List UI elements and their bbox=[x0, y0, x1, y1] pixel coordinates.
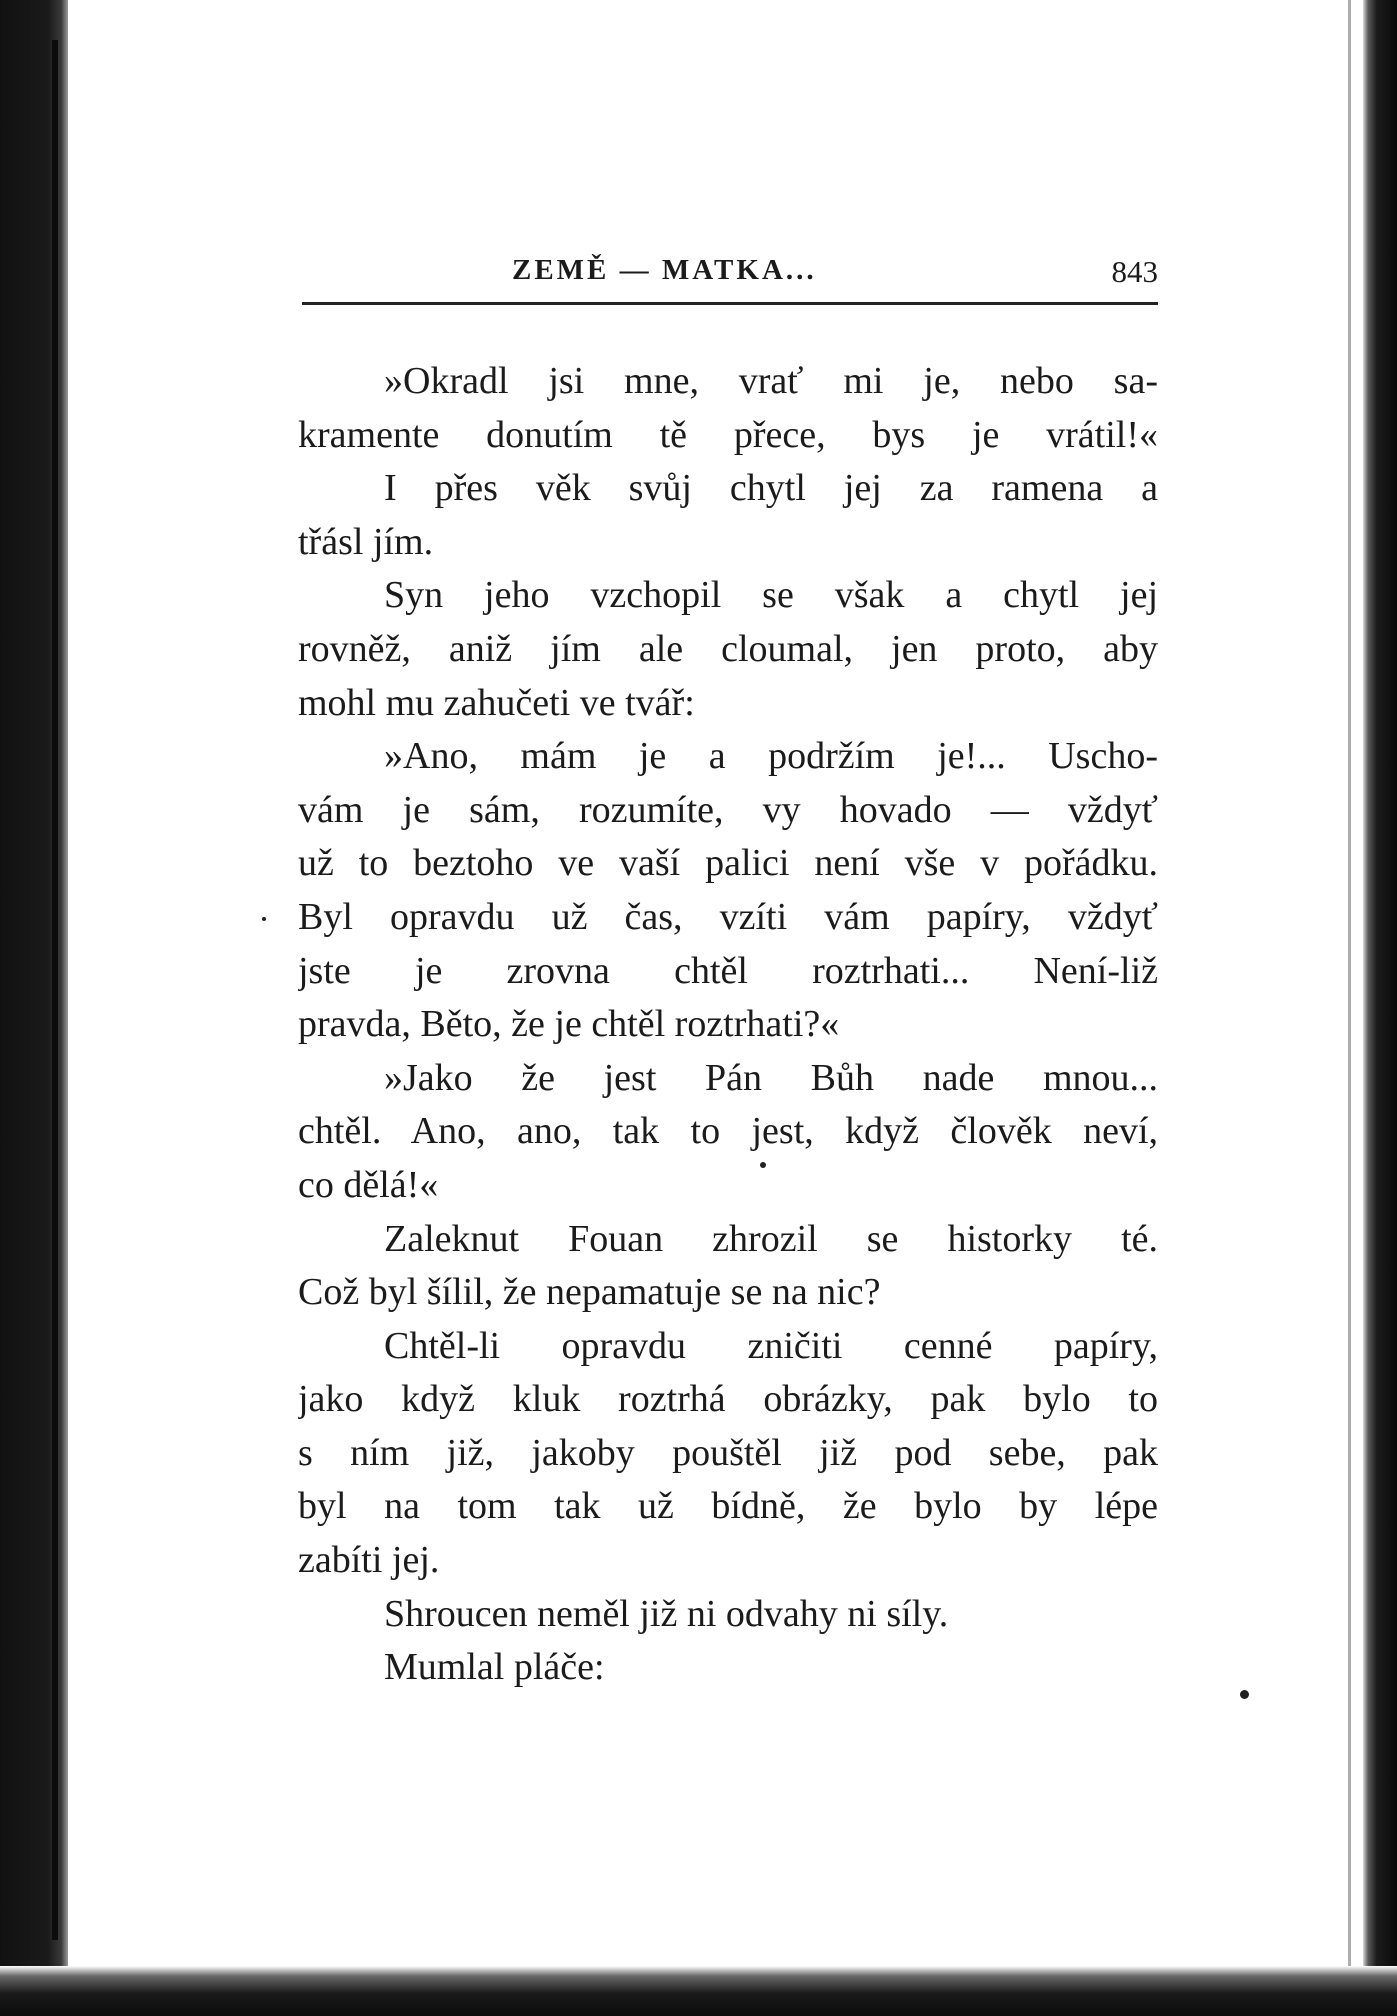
text-line: Chtěl-li opravdu zničiti cenné papíry, bbox=[384, 1324, 1158, 1367]
body-text bbox=[298, 355, 1158, 1695]
text-line: pravda, Běto, že je chtěl roztrhati?« bbox=[298, 1003, 840, 1046]
text-line: jste je zrovna chtěl roztrhati... Není-liž bbox=[298, 949, 1158, 992]
scan-speck bbox=[262, 917, 266, 921]
text-line: už to beztoho ve vaší palici není vše v pořádku. bbox=[298, 842, 1158, 885]
text-line: Shroucen neměl již ni odvahy ni síly. bbox=[384, 1592, 949, 1635]
text-line: Což byl šílil, že nepamatuje se na nic? bbox=[298, 1271, 881, 1314]
page-header bbox=[302, 246, 1158, 306]
scan-edge-left-line bbox=[52, 40, 58, 1940]
text-line: Zaleknut Fouan zhrozil se historky té. bbox=[384, 1217, 1158, 1260]
text-line: mohl mu zahučeti ve tvář: bbox=[298, 681, 695, 724]
text-line: co dělá!« bbox=[298, 1163, 439, 1206]
scan-edge-bottom bbox=[0, 1966, 1397, 2016]
text-line: Syn jeho vzchopil se však a chytl jej bbox=[384, 574, 1158, 617]
text-line: Byl opravdu už čas, vzíti vám papíry, vždyť bbox=[298, 895, 1158, 938]
text-line: »Okradl jsi mne, vrať mi je, nebo sa- bbox=[384, 360, 1158, 402]
page-number: 843 bbox=[1111, 254, 1158, 289]
header-rule bbox=[302, 302, 1158, 305]
text-line: kramente donutím tě přece, bys je vrátil!« bbox=[298, 413, 1158, 456]
text-line: jako když kluk roztrhá obrázky, pak bylo to bbox=[298, 1378, 1158, 1421]
text-line: zabíti jej. bbox=[298, 1539, 440, 1582]
scan-speck bbox=[1240, 1690, 1249, 1699]
text-line: »Jako že jest Pán Bůh nade mnou... bbox=[384, 1056, 1158, 1099]
text-line: »Ano, mám je a podržím je!... Uscho- bbox=[384, 735, 1158, 778]
page-rim-right bbox=[1348, 0, 1351, 2016]
scan-edge-right bbox=[1363, 0, 1397, 2016]
running-title: ZEMĚ — MATKA... bbox=[512, 254, 817, 286]
text-line: vám je sám, rozumíte, vy hovado — vždyť bbox=[298, 788, 1158, 831]
text-line: s ním již, jakoby pouštěl již pod sebe, pak bbox=[298, 1431, 1158, 1474]
text-line: rovněž, aniž jím ale cloumal, jen proto, aby bbox=[298, 627, 1158, 670]
text-line: I přes věk svůj chytl jej za ramena a bbox=[384, 467, 1158, 510]
text-line: Mumlal pláče: bbox=[384, 1646, 605, 1689]
text-line: chtěl. Ano, ano, tak to jest, když člověk neví, bbox=[298, 1110, 1158, 1153]
text-line: byl na tom tak už bídně, že bylo by lépe bbox=[298, 1485, 1158, 1528]
scan-speck bbox=[760, 1162, 766, 1168]
text-line: třásl jím. bbox=[298, 520, 434, 563]
